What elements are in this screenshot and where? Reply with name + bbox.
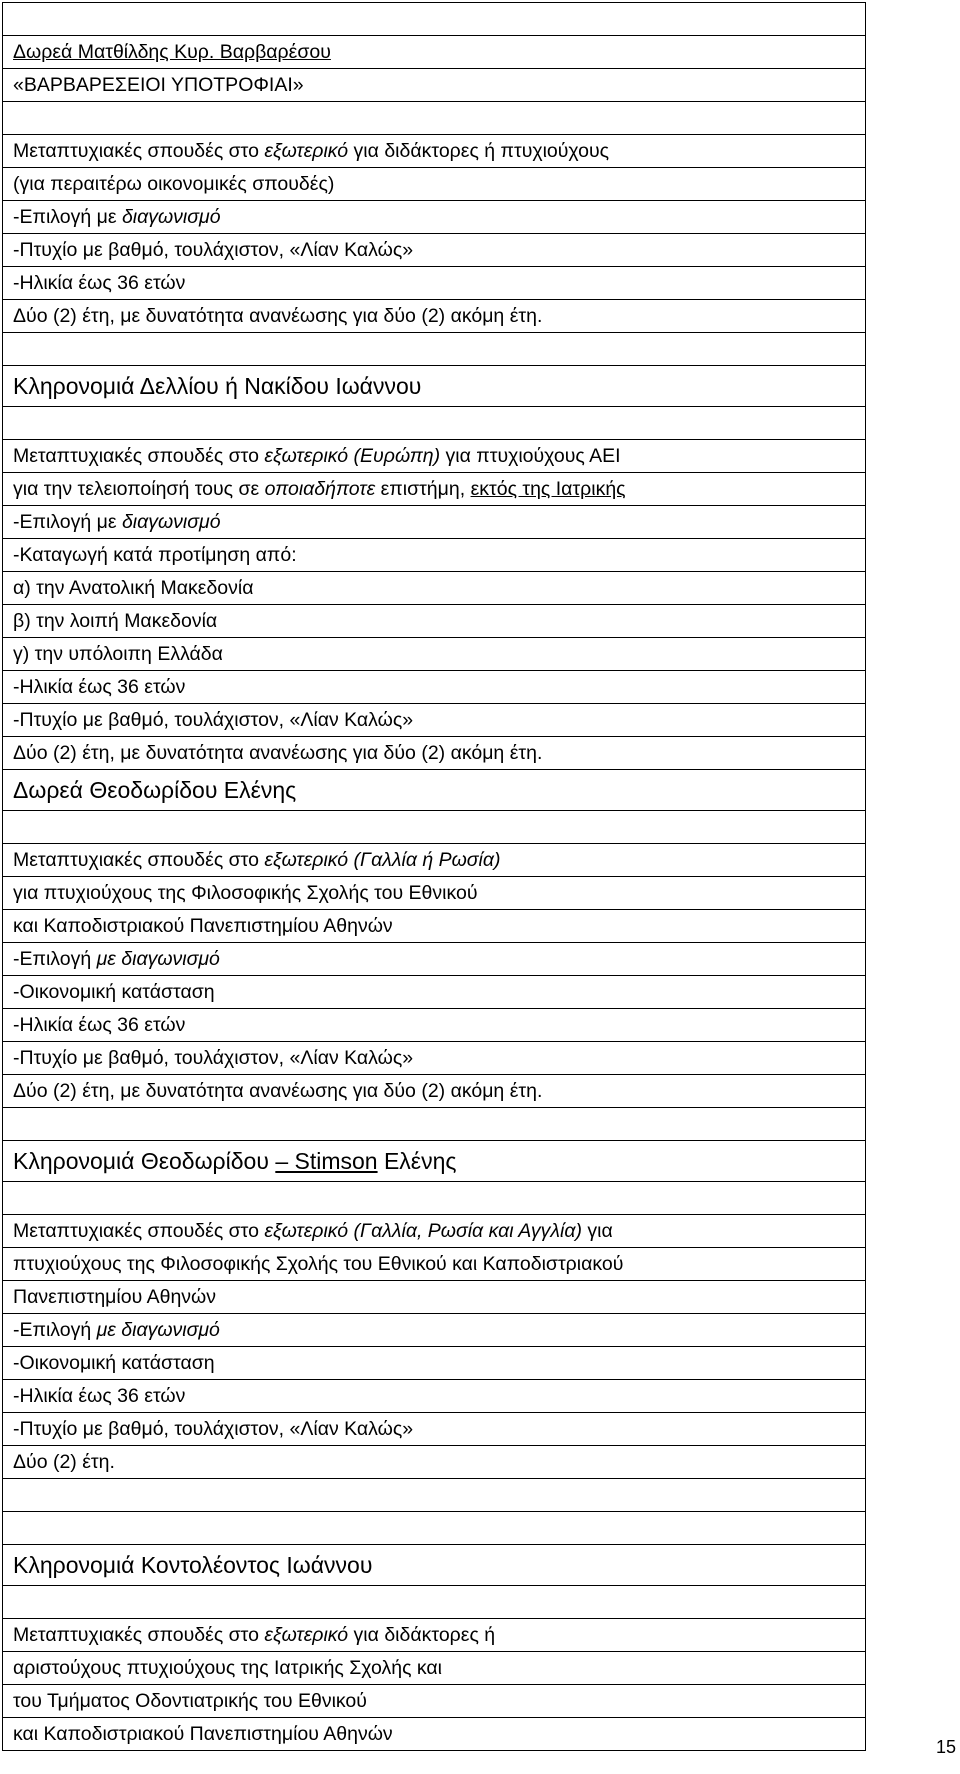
section-line: αριστούχους πτυχιούχους της Ιατρικής Σχολής και: [3, 1652, 866, 1685]
page-number: 15: [935, 1737, 956, 1757]
section-line: -Πτυχίο με βαθμό, τουλάχιστον, «Λίαν Καλώς»: [3, 1042, 866, 1075]
section-line: -Ηλικία έως 36 ετών: [3, 1380, 866, 1413]
section-line: Δύο (2) έτη, με δυνατότητα ανανέωσης για δύο (2) ακόμη έτη.: [3, 300, 866, 333]
section-line: -Πτυχίο με βαθμό, τουλάχιστον, «Λίαν Καλώς»: [3, 1413, 866, 1446]
section-subtitle: «ΒΑΡΒΑΡΕΣΕΙΟΙ ΥΠΟΤΡΟΦΙΑΙ»: [3, 69, 866, 102]
section-line: Μεταπτυχιακές σπουδές στο εξωτερικό για διδάκτορες ή πτυχιούχους: [3, 135, 866, 168]
empty-row: [3, 1479, 866, 1512]
empty-row: [3, 1108, 866, 1141]
empty-row: [3, 102, 866, 135]
empty-row: [3, 811, 866, 844]
empty-row: [3, 1512, 866, 1545]
section-line: Μεταπτυχιακές σπουδές στο εξωτερικό για διδάκτορες ή: [3, 1619, 866, 1652]
section-title: Κληρονομιά Δελλίου ή Νακίδου Ιωάννου: [3, 366, 866, 407]
section-line: Δύο (2) έτη, με δυνατότητα ανανέωσης για δύο (2) ακόμη έτη.: [3, 1075, 866, 1108]
section-line: α) την Ανατολική Μακεδονία: [3, 572, 866, 605]
section-line: Δύο (2) έτη.: [3, 1446, 866, 1479]
section-line: Δύο (2) έτη, με δυνατότητα ανανέωσης για δύο (2) ακόμη έτη.: [3, 737, 866, 770]
section-title: Δωρεά Θεοδωρίδου Ελένης: [3, 770, 866, 811]
section-line: -Επιλογή με διαγωνισμό: [3, 943, 866, 976]
section-line: -Επιλογή με διαγωνισμό: [3, 201, 866, 234]
section-line: -Επιλογή με διαγωνισμό: [3, 1314, 866, 1347]
section-line: β) την λοιπή Μακεδονία: [3, 605, 866, 638]
document-table: [2, 2, 866, 1751]
section-line: γ) την υπόλοιπη Ελλάδα: [3, 638, 866, 671]
section-line: -Καταγωγή κατά προτίμηση από:: [3, 539, 866, 572]
empty-row: [3, 333, 866, 366]
section-line: Μεταπτυχιακές σπουδές στο εξωτερικό (Ευρώπη) για πτυχιούχους ΑΕΙ: [3, 440, 866, 473]
section-line: Μεταπτυχιακές σπουδές στο εξωτερικό (Γαλλία, Ρωσία και Αγγλία) για: [3, 1215, 866, 1248]
empty-row: [3, 407, 866, 440]
section-line: Μεταπτυχιακές σπουδές στο εξωτερικό (Γαλλία ή Ρωσία): [3, 844, 866, 877]
section-line: για πτυχιούχους της Φιλοσοφικής Σχολής του Εθνικού: [3, 877, 866, 910]
section-line: και Καποδιστριακού Πανεπιστημίου Αθηνών: [3, 910, 866, 943]
section-line: -Οικονομική κατάσταση: [3, 976, 866, 1009]
section-line: -Ηλικία έως 36 ετών: [3, 267, 866, 300]
section-title: Κληρονομιά Θεοδωρίδου – Stimson Ελένης: [3, 1141, 866, 1182]
section-title: Κληρονομιά Κοντολέοντος Ιωάννου: [3, 1545, 866, 1586]
section-line: -Ηλικία έως 36 ετών: [3, 1009, 866, 1042]
section-title: Δωρεά Ματθίλδης Κυρ. Βαρβαρέσου: [3, 36, 866, 69]
section-line: -Πτυχίο με βαθμό, τουλάχιστον, «Λίαν Καλώς»: [3, 234, 866, 267]
section-line: του Τμήματος Οδοντιατρικής του Εθνικού: [3, 1685, 866, 1718]
section-line: -Επιλογή με διαγωνισμό: [3, 506, 866, 539]
section-line: -Οικονομική κατάσταση: [3, 1347, 866, 1380]
empty-row: [3, 1586, 866, 1619]
section-line: -Πτυχίο με βαθμό, τουλάχιστον, «Λίαν Καλώς»: [3, 704, 866, 737]
section-line: Πανεπιστημίου Αθηνών: [3, 1281, 866, 1314]
section-line: για την τελειοποίησή τους σε οποιαδήποτε επιστήμη, εκτός της Ιατρικής: [3, 473, 866, 506]
empty-row: [3, 1182, 866, 1215]
section-line: (για περαιτέρω οικονομικές σπουδές): [3, 168, 866, 201]
empty-row: [3, 3, 866, 36]
section-line: πτυχιούχους της Φιλοσοφικής Σχολής του Εθνικού και Καποδιστριακού: [3, 1248, 866, 1281]
section-line: και Καποδιστριακού Πανεπιστημίου Αθηνών: [3, 1718, 866, 1751]
section-line: -Ηλικία έως 36 ετών: [3, 671, 866, 704]
